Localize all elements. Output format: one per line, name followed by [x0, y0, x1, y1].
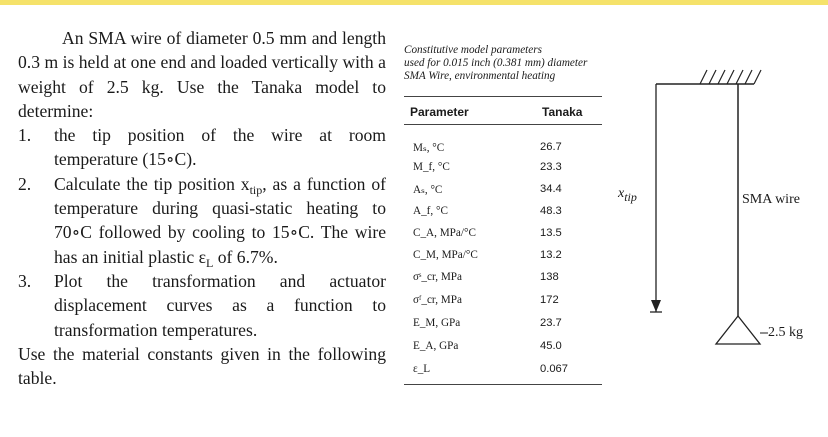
tip-arrow-head — [651, 300, 661, 312]
question-text: the tip position of the wire at room temperature (15∘C). — [54, 125, 386, 170]
question-number: 3. — [18, 270, 32, 291]
parameter-value: 23.7 — [540, 317, 562, 329]
question-text-end: of 6.7%. — [213, 246, 278, 267]
parameter-name: A_f, °C — [413, 205, 448, 217]
subscript-l: L — [206, 255, 214, 270]
parameter-name: C_M, MPa/°C — [413, 249, 478, 261]
problem-outro: Use the material constants given in the following table. — [18, 343, 386, 389]
parameter-name: σᶠ_cr, MPa — [413, 294, 462, 306]
weight-block — [716, 316, 760, 344]
parameter-name: E_A, GPa — [413, 340, 459, 352]
question-text: Plot the transformation and actuator displacement curves as a function to transformation temperatures. — [54, 270, 386, 340]
parameter-name: Aₛ, °C — [413, 184, 443, 196]
parameter-value: 0.067 — [540, 363, 568, 375]
parameter-value: 45.0 — [540, 340, 562, 352]
question-text: Calculate the tip position x — [54, 173, 250, 194]
caption-line-2: used for 0.015 inch (0.381 mm) diameter — [404, 57, 588, 69]
tip-label: $x_{tip}$ — [618, 186, 637, 204]
column-header-parameter: Parameter — [410, 105, 469, 119]
column-header-tanaka: Tanaka — [542, 105, 583, 119]
caption-line-3: SMA Wire, environmental heating — [404, 70, 556, 82]
caption-line-1: Constitutive model parameters — [404, 44, 542, 56]
parameter-name: σˢ_cr, MPa — [413, 271, 462, 283]
parameter-value: 172 — [540, 294, 559, 306]
parameter-value: 13.2 — [540, 249, 562, 261]
parameter-value: 13.5 — [540, 227, 562, 239]
question-text-cont: , as a function of temperature during quasi-static heating to 70∘C followed by cooling to 15∘C. The wire has an initial plastic ε — [54, 173, 387, 267]
parameter-name: Mₛ, °C — [413, 142, 445, 154]
question-number: 1. — [18, 125, 32, 146]
parameter-value: 23.3 — [540, 161, 562, 173]
problem-intro: An SMA wire of diameter 0.5 mm and length 0.3 m is held at one end and loaded vertically with a weight of 2.5 kg. Use the Tanaka model to determine: — [18, 28, 386, 121]
question-number: 2. — [18, 173, 32, 194]
parameter-name: C_A, MPa/°C — [413, 227, 476, 239]
parameter-value: 26.7 — [540, 141, 562, 153]
parameter-value: 138 — [540, 271, 559, 283]
ceiling-hatch — [700, 70, 761, 84]
parameter-value: 48.3 — [540, 205, 562, 217]
parameter-value: 34.4 — [540, 183, 562, 195]
parameter-name: E_M, GPa — [413, 317, 461, 329]
parameter-name: ε_L — [413, 363, 431, 375]
sma-wire-label: SMA wire — [742, 192, 800, 207]
subscript-tip: tip — [249, 182, 263, 197]
weight-label: 2.5 kg — [768, 325, 803, 340]
parameter-name: M_f, °C — [413, 161, 450, 173]
